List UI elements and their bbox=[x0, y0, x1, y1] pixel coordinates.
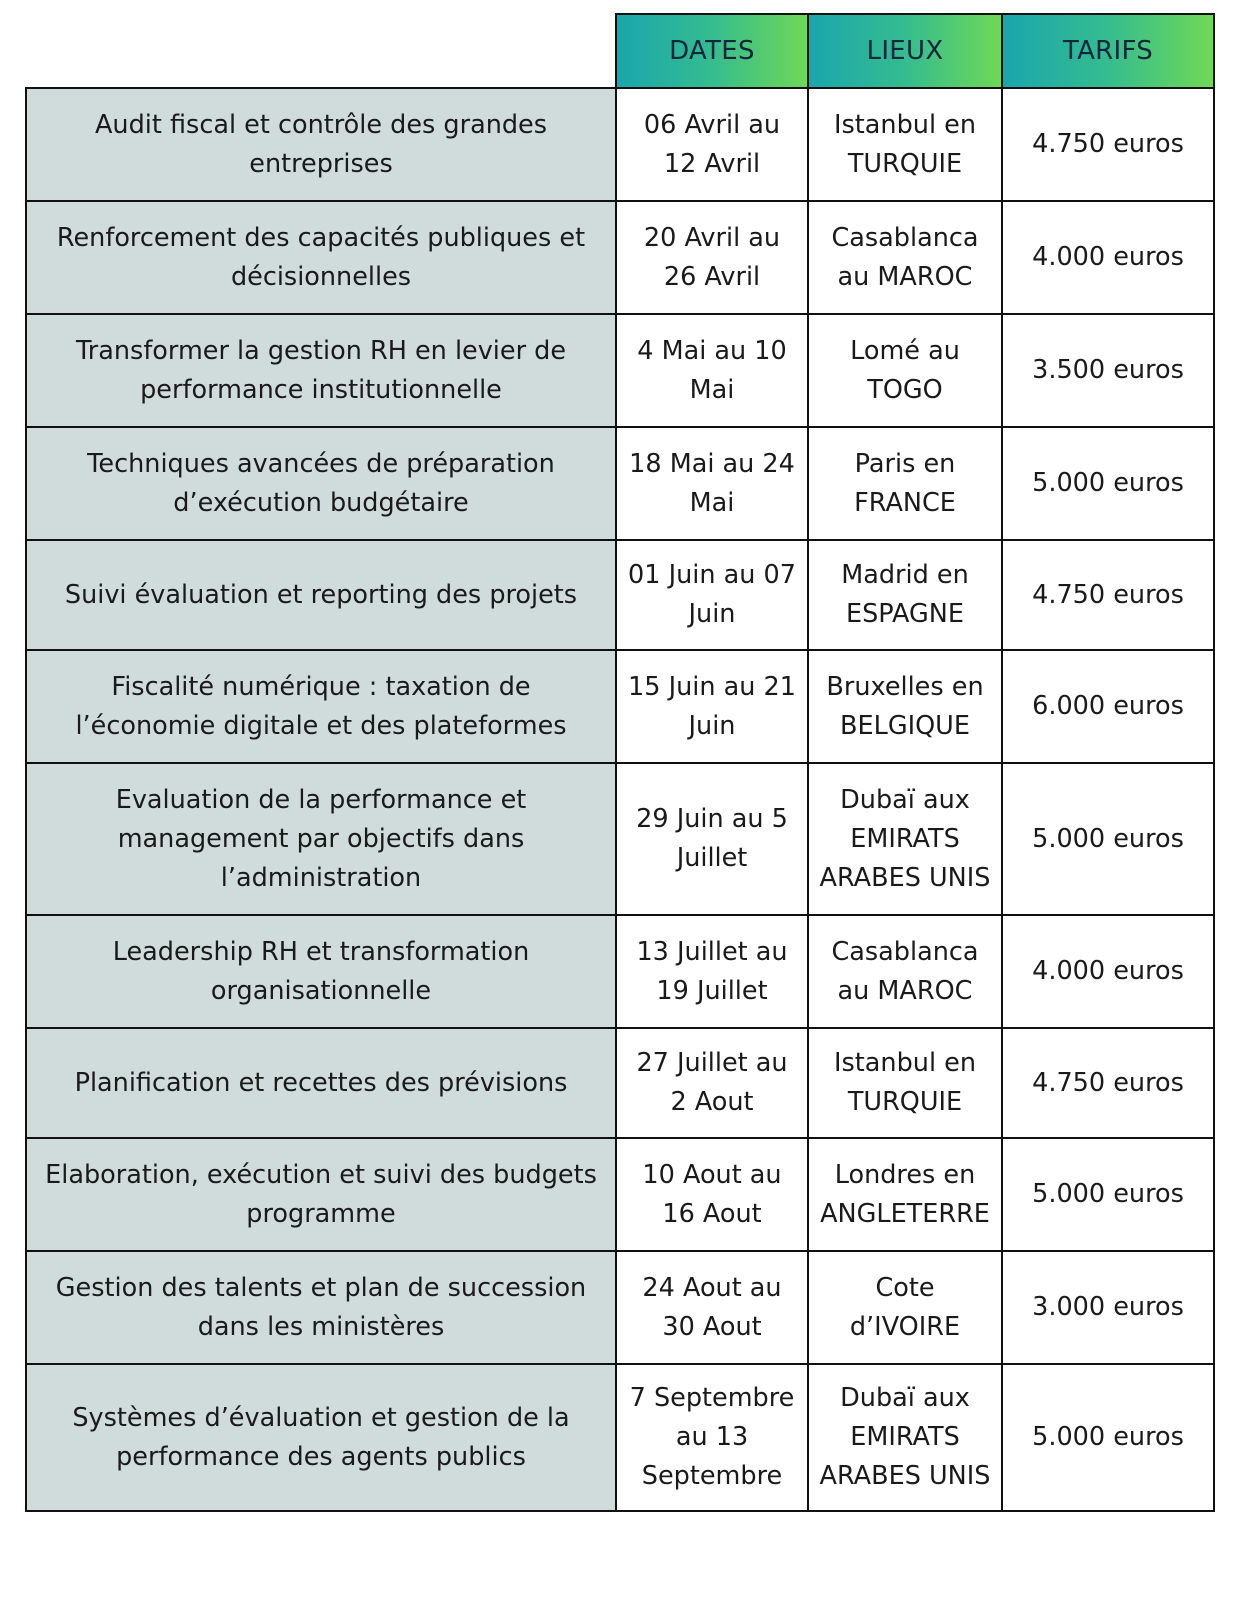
table-row bbox=[26, 915, 1214, 1028]
course-location: Dubaï aux EMIRATS ARABES UNIS bbox=[808, 763, 1002, 915]
course-price: 5.000 euros bbox=[1002, 1138, 1214, 1251]
table-row bbox=[26, 1028, 1214, 1138]
header-tarifs: TARIFS bbox=[1002, 14, 1214, 88]
header-row bbox=[26, 14, 1214, 88]
course-title: Evaluation de la performance et management par objectifs dans l’administration bbox=[26, 763, 616, 915]
course-title: Transformer la gestion RH en levier de performance institutionnelle bbox=[26, 314, 616, 427]
course-price: 3.500 euros bbox=[1002, 314, 1214, 427]
course-price: 5.000 euros bbox=[1002, 427, 1214, 540]
course-dates: 10 Aout au 16 Aout bbox=[616, 1138, 808, 1251]
course-price: 3.000 euros bbox=[1002, 1251, 1214, 1364]
course-title: Techniques avancées de préparation d’exécution budgétaire bbox=[26, 427, 616, 540]
header-dates: DATES bbox=[616, 14, 808, 88]
course-title: Systèmes d’évaluation et gestion de la performance des agents publics bbox=[26, 1364, 616, 1511]
course-location: Casablanca au MAROC bbox=[808, 915, 1002, 1028]
course-dates: 4 Mai au 10 Mai bbox=[616, 314, 808, 427]
course-dates: 01 Juin au 07 Juin bbox=[616, 540, 808, 650]
course-dates: 15 Juin au 21 Juin bbox=[616, 650, 808, 763]
table-row bbox=[26, 427, 1214, 540]
course-location: Cote d’IVOIRE bbox=[808, 1251, 1002, 1364]
course-dates: 06 Avril au 12 Avril bbox=[616, 88, 808, 201]
course-title: Elaboration, exécution et suivi des budgets programme bbox=[26, 1138, 616, 1251]
table-row bbox=[26, 201, 1214, 314]
course-price: 4.000 euros bbox=[1002, 915, 1214, 1028]
course-price: 4.750 euros bbox=[1002, 1028, 1214, 1138]
course-title: Fiscalité numérique : taxation de l’économie digitale et des plateformes bbox=[26, 650, 616, 763]
course-price: 6.000 euros bbox=[1002, 650, 1214, 763]
course-title: Suivi évaluation et reporting des projets bbox=[26, 540, 616, 650]
course-dates: 7 Septembre au 13 Septembre bbox=[616, 1364, 808, 1511]
course-title: Renforcement des capacités publiques et décisionnelles bbox=[26, 201, 616, 314]
course-location: Dubaï aux EMIRATS ARABES UNIS bbox=[808, 1364, 1002, 1511]
course-title: Audit fiscal et contrôle des grandes entreprises bbox=[26, 88, 616, 201]
course-dates: 18 Mai au 24 Mai bbox=[616, 427, 808, 540]
course-location: Lomé au TOGO bbox=[808, 314, 1002, 427]
course-price: 4.750 euros bbox=[1002, 540, 1214, 650]
course-title: Leadership RH et transformation organisationnelle bbox=[26, 915, 616, 1028]
course-location: Madrid en ESPAGNE bbox=[808, 540, 1002, 650]
course-dates: 24 Aout au 30 Aout bbox=[616, 1251, 808, 1364]
training-schedule-table bbox=[25, 13, 1215, 1512]
course-location: Istanbul en TURQUIE bbox=[808, 88, 1002, 201]
table-row bbox=[26, 1251, 1214, 1364]
table-row bbox=[26, 540, 1214, 650]
course-title: Gestion des talents et plan de succession dans les ministères bbox=[26, 1251, 616, 1364]
course-price: 5.000 euros bbox=[1002, 1364, 1214, 1511]
header-lieux: LIEUX bbox=[808, 14, 1002, 88]
table-row bbox=[26, 314, 1214, 427]
course-price: 4.000 euros bbox=[1002, 201, 1214, 314]
course-dates: 29 Juin au 5 Juillet bbox=[616, 763, 808, 915]
table-row bbox=[26, 1138, 1214, 1251]
course-location: Paris en FRANCE bbox=[808, 427, 1002, 540]
course-dates: 20 Avril au 26 Avril bbox=[616, 201, 808, 314]
course-location: Casablanca au MAROC bbox=[808, 201, 1002, 314]
course-dates: 27 Juillet au 2 Aout bbox=[616, 1028, 808, 1138]
table-row bbox=[26, 650, 1214, 763]
table-row bbox=[26, 763, 1214, 915]
course-location: Londres en ANGLETERRE bbox=[808, 1138, 1002, 1251]
table-row bbox=[26, 1364, 1214, 1511]
table-row bbox=[26, 88, 1214, 201]
course-dates: 13 Juillet au 19 Juillet bbox=[616, 915, 808, 1028]
empty-corner-cell bbox=[26, 14, 616, 88]
course-price: 5.000 euros bbox=[1002, 763, 1214, 915]
course-title: Planification et recettes des prévisions bbox=[26, 1028, 616, 1138]
course-location: Bruxelles en BELGIQUE bbox=[808, 650, 1002, 763]
course-price: 4.750 euros bbox=[1002, 88, 1214, 201]
course-location: Istanbul en TURQUIE bbox=[808, 1028, 1002, 1138]
